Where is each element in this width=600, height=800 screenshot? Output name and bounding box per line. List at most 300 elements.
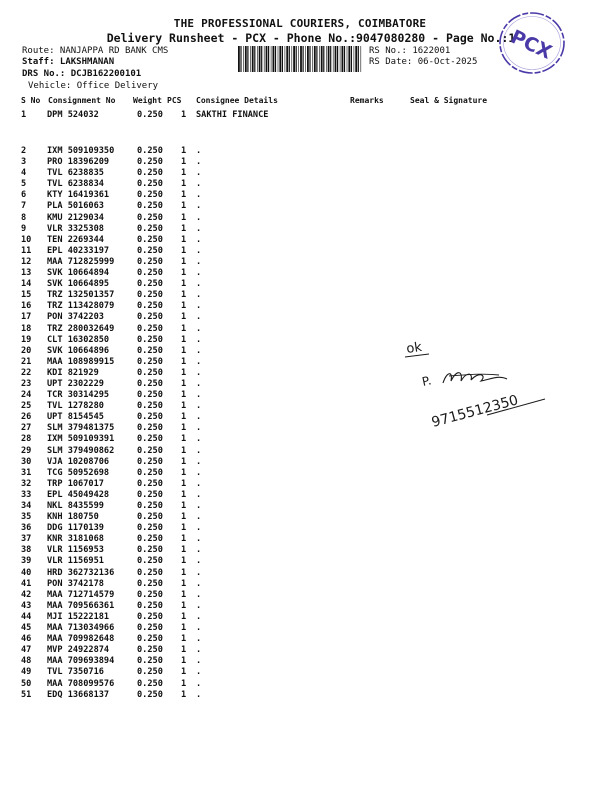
drs-number: DRS No.: DCJB162200101 (22, 69, 142, 79)
barcode-bar (250, 46, 251, 72)
table-row (0, 679, 600, 690)
barcode-bar (319, 46, 320, 72)
barcode-bar (240, 46, 241, 72)
row-pcs: 1 (181, 290, 187, 301)
row-consignment: TVL 7350716 (47, 667, 104, 678)
row-weight: 0.250 (137, 567, 163, 578)
row-sno: 33 (21, 489, 32, 500)
row-weight: 0.250 (137, 201, 163, 212)
row-sno: 6 (21, 190, 27, 201)
table-row (0, 213, 600, 224)
row-consignment: MJI 15222181 (47, 611, 110, 622)
row-consignee: . (196, 301, 202, 312)
row-consignment: MAA 709982648 (47, 634, 115, 645)
row-sno: 38 (21, 545, 32, 556)
row-pcs: 1 (181, 268, 187, 279)
row-sno: 26 (21, 412, 32, 423)
row-consignee: . (196, 312, 202, 323)
row-consignment: SLM 379481375 (47, 423, 115, 434)
row-pcs: 1 (181, 323, 187, 334)
row-consignment: PRO 18396209 (47, 157, 110, 168)
table-row (0, 157, 600, 168)
row-pcs: 1 (181, 190, 187, 201)
barcode-bar (326, 46, 327, 72)
row-sno: 47 (21, 645, 32, 656)
row-sno: 19 (21, 334, 32, 345)
row-sno: 31 (21, 467, 32, 478)
row-weight: 0.250 (137, 190, 163, 201)
row-weight: 0.250 (137, 312, 163, 323)
row-consignment: TCR 30314295 (47, 390, 110, 401)
table-row (0, 612, 600, 623)
table-row (0, 168, 600, 179)
row-sno: 16 (21, 301, 32, 312)
row-consignee: . (196, 412, 202, 423)
row-consignment: VJA 10208706 (47, 456, 110, 467)
table-row (0, 501, 600, 512)
row-consignment: MAA 108989915 (47, 356, 115, 367)
row-sno: 42 (21, 589, 32, 600)
row-pcs: 1 (181, 423, 187, 434)
row-pcs: 1 (181, 611, 187, 622)
barcode-bar (314, 46, 316, 72)
staff-label: Staff: LAKSHMANAN (22, 57, 115, 67)
row-consignee: . (196, 534, 202, 545)
row-consignment: DDG 1170139 (47, 523, 104, 534)
row-weight: 0.250 (137, 434, 163, 445)
row-weight: 0.250 (137, 356, 163, 367)
row-consignee: . (196, 578, 202, 589)
row-consignee: . (196, 356, 202, 367)
row-weight: 0.250 (137, 390, 163, 401)
row-consignee: . (196, 223, 202, 234)
row-consignment: HRD 362732136 (47, 567, 115, 578)
row-pcs: 1 (181, 412, 187, 423)
company-title: THE PROFESSIONAL COURIERS, COIMBATORE (173, 17, 427, 30)
row-consignment: MAA 713034966 (47, 623, 115, 634)
row-pcs: 1 (181, 656, 187, 667)
row-sno: 18 (21, 323, 32, 334)
barcode-bar (335, 46, 337, 72)
barcode-bar (298, 46, 299, 72)
row-consignee: . (196, 390, 202, 401)
table-row (0, 656, 600, 667)
row-consignment: KNR 3181068 (47, 534, 104, 545)
row-consignee: . (196, 456, 202, 467)
row-weight: 0.250 (137, 556, 163, 567)
barcode-bar (330, 46, 331, 72)
row-sno: 12 (21, 256, 32, 267)
row-weight: 0.250 (137, 578, 163, 589)
row-consignee: . (196, 545, 202, 556)
row-pcs: 1 (181, 301, 187, 312)
row-consignee: . (196, 600, 202, 611)
barcode-bar (252, 46, 254, 72)
row-weight: 0.250 (137, 256, 163, 267)
table-row (0, 279, 600, 290)
table-row (0, 312, 600, 323)
table-row (0, 146, 600, 157)
row-sno: 27 (21, 423, 32, 434)
barcode-bar (268, 46, 269, 72)
barcode-bar (312, 46, 313, 72)
row-sno: 50 (21, 678, 32, 689)
barcode-bar (296, 46, 297, 72)
row-sno: 20 (21, 345, 32, 356)
row-consignee: . (196, 245, 202, 256)
row-consignment: UPT 2302229 (47, 378, 104, 389)
row-consignee: . (196, 478, 202, 489)
row-weight: 0.250 (137, 634, 163, 645)
barcode-bar (355, 46, 357, 72)
row-sno: 7 (21, 201, 27, 212)
row-consignee: SAKTHI FINANCE (196, 110, 269, 120)
row-pcs: 1 (181, 256, 187, 267)
row-sno: 22 (21, 367, 32, 378)
table-row (0, 257, 600, 268)
row-pcs: 1 (181, 223, 187, 234)
row-sno: 23 (21, 378, 32, 389)
barcode-bar (293, 46, 295, 72)
row-consignment: TVL 1278280 (47, 401, 104, 412)
table-row (0, 645, 600, 656)
table-row (0, 190, 600, 201)
row-sno: 25 (21, 401, 32, 412)
row-weight: 0.250 (137, 234, 163, 245)
row-sno: 46 (21, 634, 32, 645)
barcode-bar (354, 46, 355, 72)
row-consignment: MAA 712714579 (47, 589, 115, 600)
row-consignee: . (196, 378, 202, 389)
barcode-bar (279, 46, 281, 72)
row-pcs: 1 (181, 545, 187, 556)
row-weight: 0.250 (137, 223, 163, 234)
row-weight: 0.250 (137, 545, 163, 556)
row-weight: 0.250 (137, 279, 163, 290)
table-row (0, 290, 600, 301)
row-pcs: 1 (181, 589, 187, 600)
row-sno: 51 (21, 689, 32, 700)
row-weight: 0.250 (137, 367, 163, 378)
row-pcs: 1 (181, 512, 187, 523)
row-consignee: . (196, 467, 202, 478)
table-row (0, 623, 600, 634)
table-row (0, 634, 600, 645)
table-row (0, 568, 600, 579)
table-row (0, 534, 600, 545)
row-consignee: . (196, 168, 202, 179)
table-row (0, 523, 600, 534)
row-consignment: KMU 2129034 (47, 212, 104, 223)
row-consignment: TVL 6238835 (47, 168, 104, 179)
row-sno: 43 (21, 600, 32, 611)
barcode-bar (261, 46, 262, 72)
handwritten-note (395, 335, 595, 445)
table-row (0, 468, 600, 479)
barcode-bar (271, 46, 272, 72)
row-consignment: MAA 712825999 (47, 256, 115, 267)
barcode-bar (348, 46, 350, 72)
row-pcs: 1 (181, 623, 187, 634)
row-consignee: . (196, 634, 202, 645)
row-pcs: 1 (181, 110, 187, 120)
row-consignee: . (196, 567, 202, 578)
row-consignment: DPM 524032 (47, 110, 99, 120)
row-sno: 13 (21, 268, 32, 279)
row-sno: 41 (21, 578, 32, 589)
row-consignment: EPL 40233197 (47, 245, 110, 256)
row-pcs: 1 (181, 578, 187, 589)
table-row (0, 690, 600, 701)
row-sno: 15 (21, 290, 32, 301)
row-consignee: . (196, 423, 202, 434)
row-consignment: TRZ 280032649 (47, 323, 115, 334)
barcode-bar (323, 46, 324, 72)
row-sno: 40 (21, 567, 32, 578)
row-weight: 0.250 (137, 323, 163, 334)
row-consignee: . (196, 523, 202, 534)
barcode-bar (342, 46, 344, 72)
row-sno: 49 (21, 667, 32, 678)
barcode-bar (273, 46, 275, 72)
row-sno: 39 (21, 556, 32, 567)
row-weight: 0.250 (137, 600, 163, 611)
barcode-bar (328, 46, 330, 72)
row-consignment: TRZ 113428079 (47, 301, 115, 312)
row-pcs: 1 (181, 689, 187, 700)
row-weight: 0.250 (137, 445, 163, 456)
row-pcs: 1 (181, 179, 187, 190)
barcode-bar (264, 46, 265, 72)
row-pcs: 1 (181, 678, 187, 689)
row-weight: 0.250 (137, 301, 163, 312)
row-weight: 0.250 (137, 290, 163, 301)
row-consignee: . (196, 589, 202, 600)
row-weight: 0.250 (137, 401, 163, 412)
row-weight: 0.250 (137, 467, 163, 478)
row-consignment: TRZ 132501357 (47, 290, 115, 301)
row-consignee: . (196, 512, 202, 523)
row-weight: 0.250 (137, 489, 163, 500)
row-consignee: . (196, 334, 202, 345)
barcode-bar (337, 46, 338, 72)
row-pcs: 1 (181, 367, 187, 378)
row-sno: 8 (21, 212, 27, 223)
row-weight: 0.250 (137, 378, 163, 389)
row-consignment: KDI 821929 (47, 367, 99, 378)
row-consignee: . (196, 656, 202, 667)
barcode-bar (266, 46, 268, 72)
column-header-sno: S No (21, 96, 41, 105)
row-consignment: KNH 180750 (47, 512, 99, 523)
row-consignee: . (196, 256, 202, 267)
row-consignee: . (196, 623, 202, 634)
column-header-consignment: Consignment No (48, 96, 116, 105)
row-consignment: SVK 10664895 (47, 279, 110, 290)
row-pcs: 1 (181, 523, 187, 534)
route-label: Route: NANJAPPA RD BANK CMS (22, 46, 169, 56)
row-sno: 34 (21, 501, 32, 511)
barcode-bar (254, 46, 255, 72)
row-consignment: CLT 16302850 (47, 334, 110, 345)
row-pcs: 1 (181, 234, 187, 245)
barcode-bar (307, 46, 309, 72)
row-pcs: 1 (181, 401, 187, 412)
row-consignee: . (196, 290, 202, 301)
table-row (0, 490, 600, 501)
barcode-bar (243, 46, 244, 72)
row-sno: 14 (21, 279, 32, 290)
row-consignee: . (196, 434, 202, 445)
row-sno: 29 (21, 445, 32, 456)
row-pcs: 1 (181, 378, 187, 389)
barcode-bar (285, 46, 286, 72)
row-sno: 1 (21, 110, 27, 120)
row-weight: 0.250 (137, 179, 163, 190)
barcode-bar (275, 46, 276, 72)
row-pcs: 1 (181, 334, 187, 345)
row-pcs: 1 (181, 600, 187, 611)
table-row (0, 590, 600, 601)
row-consignee: . (196, 345, 202, 356)
pcx-stamp (496, 9, 568, 77)
row-pcs: 1 (181, 312, 187, 323)
vehicle-label: Vehicle: Office Delivery (28, 81, 159, 91)
handwritten-ok: ok (405, 339, 423, 357)
barcode-bar (238, 46, 240, 72)
row-consignment: EDQ 13668137 (47, 689, 110, 700)
row-consignment: TVL 6238834 (47, 179, 104, 190)
barcode-bar (340, 46, 341, 72)
barcode-bar (344, 46, 345, 72)
row-sno: 5 (21, 179, 27, 190)
row-sno: 30 (21, 456, 32, 467)
row-weight: 0.250 (137, 245, 163, 256)
table-row (0, 579, 600, 590)
row-consignee: . (196, 146, 202, 156)
handwritten-initial: P. (420, 373, 433, 389)
table-row (0, 268, 600, 279)
row-sno: 24 (21, 390, 32, 401)
row-pcs: 1 (181, 168, 187, 179)
row-sno: 17 (21, 312, 32, 323)
barcode-bar (245, 46, 247, 72)
barcode-bar (358, 46, 359, 72)
row-weight: 0.250 (137, 689, 163, 700)
barcode-bar (361, 46, 362, 72)
row-pcs: 1 (181, 456, 187, 467)
table-row (0, 479, 600, 490)
row-sno: 32 (21, 478, 32, 489)
row-weight: 0.250 (137, 412, 163, 423)
row-consignee: . (196, 201, 202, 212)
row-consignment: SLM 379490862 (47, 445, 115, 456)
table-row (0, 324, 600, 335)
row-pcs: 1 (181, 567, 187, 578)
row-consignee: . (196, 190, 202, 201)
row-sno: 36 (21, 523, 32, 534)
barcode-bar (257, 46, 258, 72)
barcode-bar (292, 46, 293, 72)
row-pcs: 1 (181, 556, 187, 567)
column-header-seal: Seal & Signature (410, 96, 488, 105)
table-row (0, 301, 600, 312)
row-pcs: 1 (181, 667, 187, 678)
row-consignee: . (196, 401, 202, 412)
row-weight: 0.250 (137, 589, 163, 600)
row-sno: 37 (21, 534, 32, 545)
row-pcs: 1 (181, 146, 187, 156)
barcode-bar (282, 46, 283, 72)
row-consignment: PLA 5016063 (47, 201, 104, 212)
barcode-bar (351, 46, 352, 72)
table-row (0, 457, 600, 468)
row-consignee: . (196, 689, 202, 700)
row-sno: 9 (21, 223, 27, 234)
row-pcs: 1 (181, 645, 187, 656)
row-weight: 0.250 (137, 478, 163, 489)
column-header-weight: Weight (133, 96, 162, 105)
table-row (0, 667, 600, 678)
barcode-image (238, 46, 364, 72)
row-consignee: . (196, 645, 202, 656)
row-pcs: 1 (181, 201, 187, 212)
row-weight: 0.250 (137, 523, 163, 534)
table-row (0, 601, 600, 612)
rs-number: RS No.: 1622001 (369, 46, 451, 56)
row-consignee: . (196, 268, 202, 279)
row-weight: 0.250 (137, 501, 163, 511)
row-weight: 0.250 (137, 611, 163, 622)
barcode-bar (259, 46, 261, 72)
row-consignment: IXM 509109391 (47, 434, 115, 445)
row-pcs: 1 (181, 489, 187, 500)
row-consignee: . (196, 212, 202, 223)
row-sno: 3 (21, 157, 27, 168)
row-consignment: MVP 24922874 (47, 645, 110, 656)
row-consignment: MAA 708099576 (47, 678, 115, 689)
row-pcs: 1 (181, 467, 187, 478)
handwritten-phone: 9715512350 (429, 392, 521, 431)
row-sno: 44 (21, 611, 32, 622)
row-pcs: 1 (181, 445, 187, 456)
row-consignment: VLR 1156953 (47, 545, 104, 556)
row-consignment: SVK 10664896 (47, 345, 110, 356)
row-consignee: . (196, 667, 202, 678)
barcode-bar (347, 46, 348, 72)
table-row (0, 512, 600, 523)
row-sno: 48 (21, 656, 32, 667)
row-weight: 0.250 (137, 423, 163, 434)
row-sno: 21 (21, 356, 32, 367)
row-sno: 28 (21, 434, 32, 445)
row-consignee: . (196, 501, 202, 511)
row-consignment: PON 3742203 (47, 312, 104, 323)
table-row (0, 545, 600, 556)
barcode-bar (316, 46, 317, 72)
row-consignment: VLR 1156951 (47, 556, 104, 567)
row-consignee: . (196, 556, 202, 567)
row-sno: 35 (21, 512, 32, 523)
row-consignment: TRP 1067017 (47, 478, 104, 489)
table-row (0, 179, 600, 190)
column-header-remarks: Remarks (350, 96, 384, 105)
row-weight: 0.250 (137, 678, 163, 689)
row-consignee: . (196, 611, 202, 622)
row-pcs: 1 (181, 534, 187, 545)
row-weight: 0.250 (137, 212, 163, 223)
row-consignment: MAA 709693894 (47, 656, 115, 667)
